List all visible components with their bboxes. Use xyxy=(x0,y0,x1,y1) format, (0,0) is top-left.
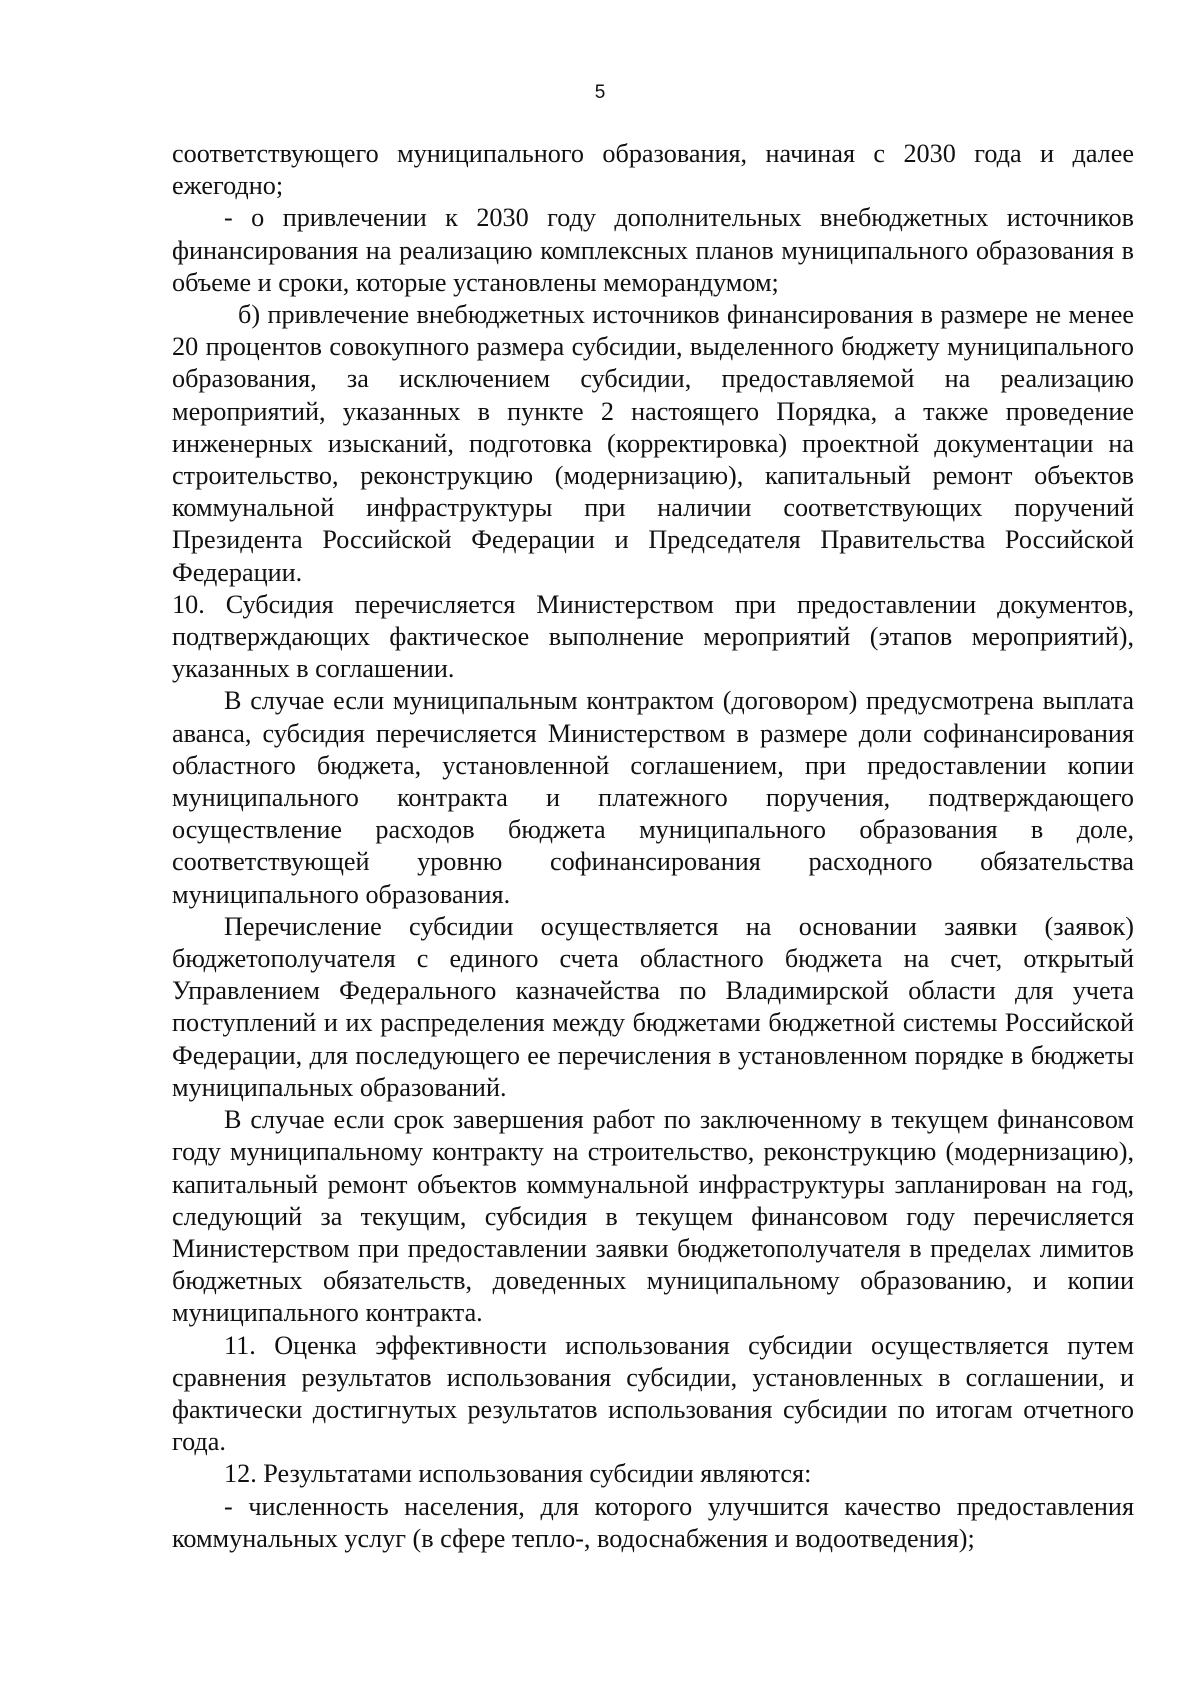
paragraph-continuation: соответствующего муниципального образования, начиная с 2030 года и далее ежегодно; xyxy=(172,139,1134,201)
paragraph-clause-12: 12. Результатами использования субсидии являются: xyxy=(224,1459,812,1489)
paragraph-bullet-extra-budget: - о привлечении к 2030 году дополнительных внебюджетных источников финансирования на реализацию комплексных планов муниципального образования в объеме и сроки, которые установлены меморандумом; xyxy=(172,203,1134,297)
document-body xyxy=(172,138,1134,1555)
paragraph-completion-deadline: В случае если срок завершения работ по заключенному в текущем финансовом году муниципальному контракту на строительство, реконструкцию (модернизацию), капитальный ремонт объектов коммунальной инфраструктуры запланирован на год, следующий за текущим, субсидия в текущем финансовом году перечисляется Министерством при предоставлении заявки бюджетополучателя в пределах лимитов бюджетных обязательств, доведенных муниципальному образованию, и копии муниципального контракта. xyxy=(172,1105,1134,1328)
paragraph-result-population: - численность населения, для которого улучшится качество предоставления коммунальных услуг (в сфере тепло-, водоснабжения и водоотведения); xyxy=(172,1491,1134,1553)
page-number: 5 xyxy=(594,82,606,103)
paragraph-clause-11: 11. Оценка эффективности использования субсидии осуществляется путем сравнения результатов использования субсидии, установленных в соглашении, и фактически достигнутых результатов использования субсидии по итогам отчетного года. xyxy=(172,1330,1134,1457)
paragraph-item-b: б) привлечение внебюджетных источников финансирования в размере не менее 20 процентов совокупного размера субсидии, выделенного бюджету муниципального образования, за исключением субсидии, предоставляемой на реализацию мероприятий, указанных в пункте 2 настоящего Порядка, а также проведение инженерных изысканий, подготовка (корректировка) проектной документации на строительство, реконструкцию (модернизацию), капитальный ремонт объектов коммунальной инфраструктуры при наличии соответствующих поручений Президента Российской Федерации и Председателя Правительства Российской Федерации. xyxy=(172,300,1134,587)
paragraph-clause-10: 10. Субсидия перечисляется Министерством при предоставлении документов, подтверждающих фактическое выполнение мероприятий (этапов мероприятий), указанных в соглашении. xyxy=(172,589,1134,684)
paragraph-advance-payment: В случае если муниципальным контрактом (договором) предусмотрена выплата аванса, субсидия перечисляется Министерством в размере доли софинансирования областного бюджета, установленной соглашением, при предоставлении копии муниципального контракта и платежного поручения, подтверждающего осуществление расходов бюджета муниципального образования в доле, соответствующей уровню софинансирования расходного обязательства муниципального образования. xyxy=(172,686,1134,909)
paragraph-subsidy-transfer: Перечисление субсидии осуществляется на основании заявки (заявок) бюджетополучателя с единого счета областного бюджета на счет, открытый Управлением Федерального казначейства по Владимирской области для учета поступлений и их распределения между бюджетами бюджетной системы Российской Федерации, для последующего ее перечисления в установленном порядке в бюджеты муниципальных образований. xyxy=(172,911,1134,1102)
